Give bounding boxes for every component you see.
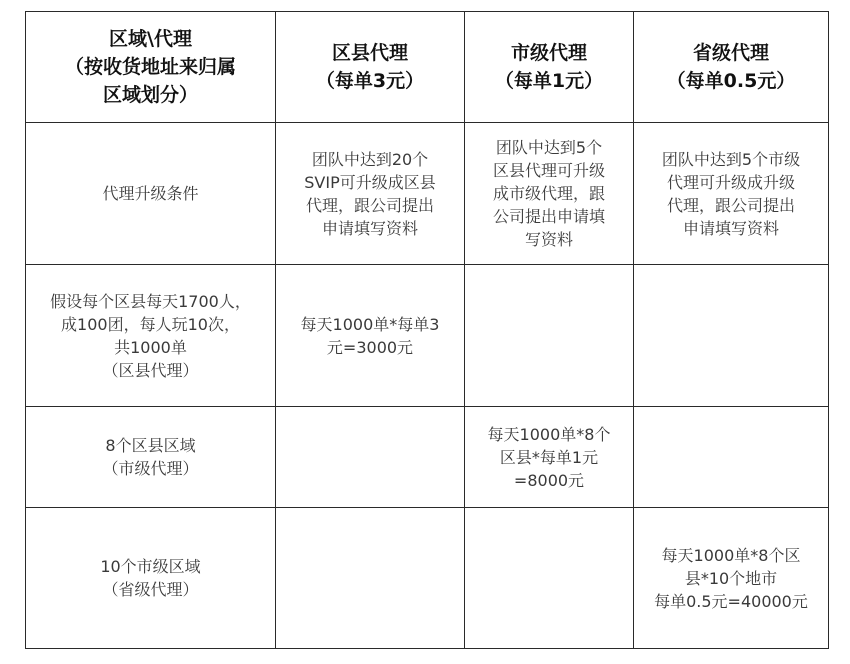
agent-commission-table [25, 11, 829, 649]
table-row [26, 508, 829, 649]
cell-province-income: 每天1000单*8个区 县*10个地市 每单0.5元=40000元 [634, 508, 829, 649]
table-row [26, 407, 829, 508]
row-label-county-assumption: 假设每个区县每天1700人， 成100团，每人玩10次， 共1000单 （区县代理） [26, 265, 276, 407]
cell-empty [634, 265, 829, 407]
header-city-agent: 市级代理 （每单1元） [465, 12, 634, 123]
table-row [26, 265, 829, 407]
row-label-city-region: 8个区县区域 （市级代理） [26, 407, 276, 508]
cell-empty [465, 265, 634, 407]
row-label-upgrade-conditions: 代理升级条件 [26, 123, 276, 265]
header-region-agent: 区域\代理 （按收货地址来归属 区域划分） [26, 12, 276, 123]
cell-county-upgrade: 团队中达到20个 SVIP可升级成区县 代理，跟公司提出 申请填写资料 [276, 123, 465, 265]
cell-city-upgrade: 团队中达到5个 区县代理可升级 成市级代理，跟 公司提出申请填 写资料 [465, 123, 634, 265]
cell-empty [465, 508, 634, 649]
table-row [26, 123, 829, 265]
cell-empty [634, 407, 829, 508]
header-county-agent: 区县代理 （每单3元） [276, 12, 465, 123]
cell-empty [276, 407, 465, 508]
cell-county-income: 每天1000单*每单3 元=3000元 [276, 265, 465, 407]
cell-empty [276, 508, 465, 649]
header-province-agent: 省级代理 （每单0.5元） [634, 12, 829, 123]
table-header-row [26, 12, 829, 123]
row-label-province-region: 10个市级区域 （省级代理） [26, 508, 276, 649]
cell-city-income: 每天1000单*8个 区县*每单1元 =8000元 [465, 407, 634, 508]
cell-province-upgrade: 团队中达到5个市级 代理可升级成升级 代理，跟公司提出 申请填写资料 [634, 123, 829, 265]
